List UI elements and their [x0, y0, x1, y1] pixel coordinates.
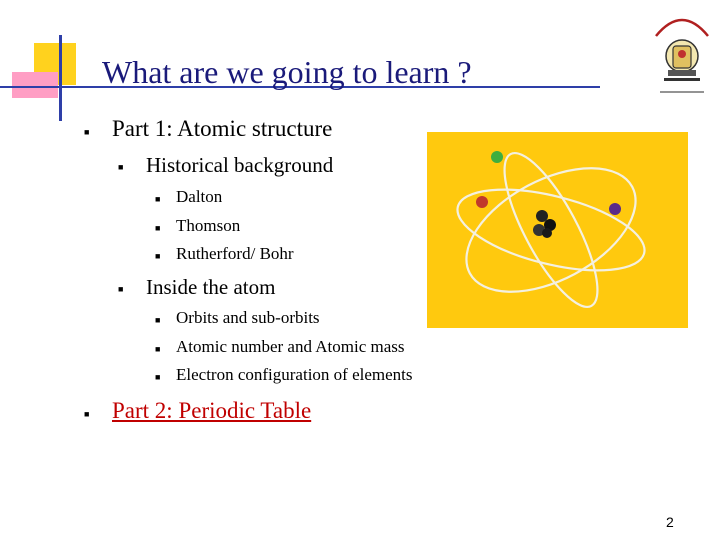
bullet-icon: ■ [155, 223, 161, 233]
outline-historical: Historical background [146, 153, 334, 177]
bullet-icon: ■ [155, 194, 161, 204]
atom-model-image [427, 132, 688, 328]
decor-vertical-line [59, 35, 62, 121]
periodic-table-link[interactable]: Part 2: Periodic Table [112, 398, 312, 423]
outline-thomson: Thomson [176, 216, 241, 235]
bullet-icon: ■ [118, 284, 124, 294]
outline-electron-config: Electron configuration of elements [176, 365, 413, 384]
page-number: 2 [666, 514, 674, 530]
institute-emblem-icon [650, 6, 714, 98]
decor-pink-rect [12, 72, 58, 98]
outline-part1: Part 1: Atomic structure [112, 116, 333, 141]
outline-atomic-number: Atomic number and Atomic mass [176, 337, 405, 356]
bullet-icon: ■ [155, 251, 161, 261]
bullet-icon: ■ [84, 127, 90, 137]
bullet-icon: ■ [155, 372, 161, 382]
outline-orbits: Orbits and sub-orbits [176, 308, 320, 327]
outline-inside: Inside the atom [146, 275, 276, 299]
bullet-icon: ■ [84, 409, 90, 419]
bullet-icon: ■ [155, 315, 161, 325]
outline-rutherford: Rutherford/ Bohr [176, 244, 294, 263]
outline-dalton: Dalton [176, 187, 223, 206]
bullet-icon: ■ [155, 344, 161, 354]
slide-title: What are we going to learn ? [102, 54, 472, 90]
bullet-icon: ■ [118, 162, 124, 172]
